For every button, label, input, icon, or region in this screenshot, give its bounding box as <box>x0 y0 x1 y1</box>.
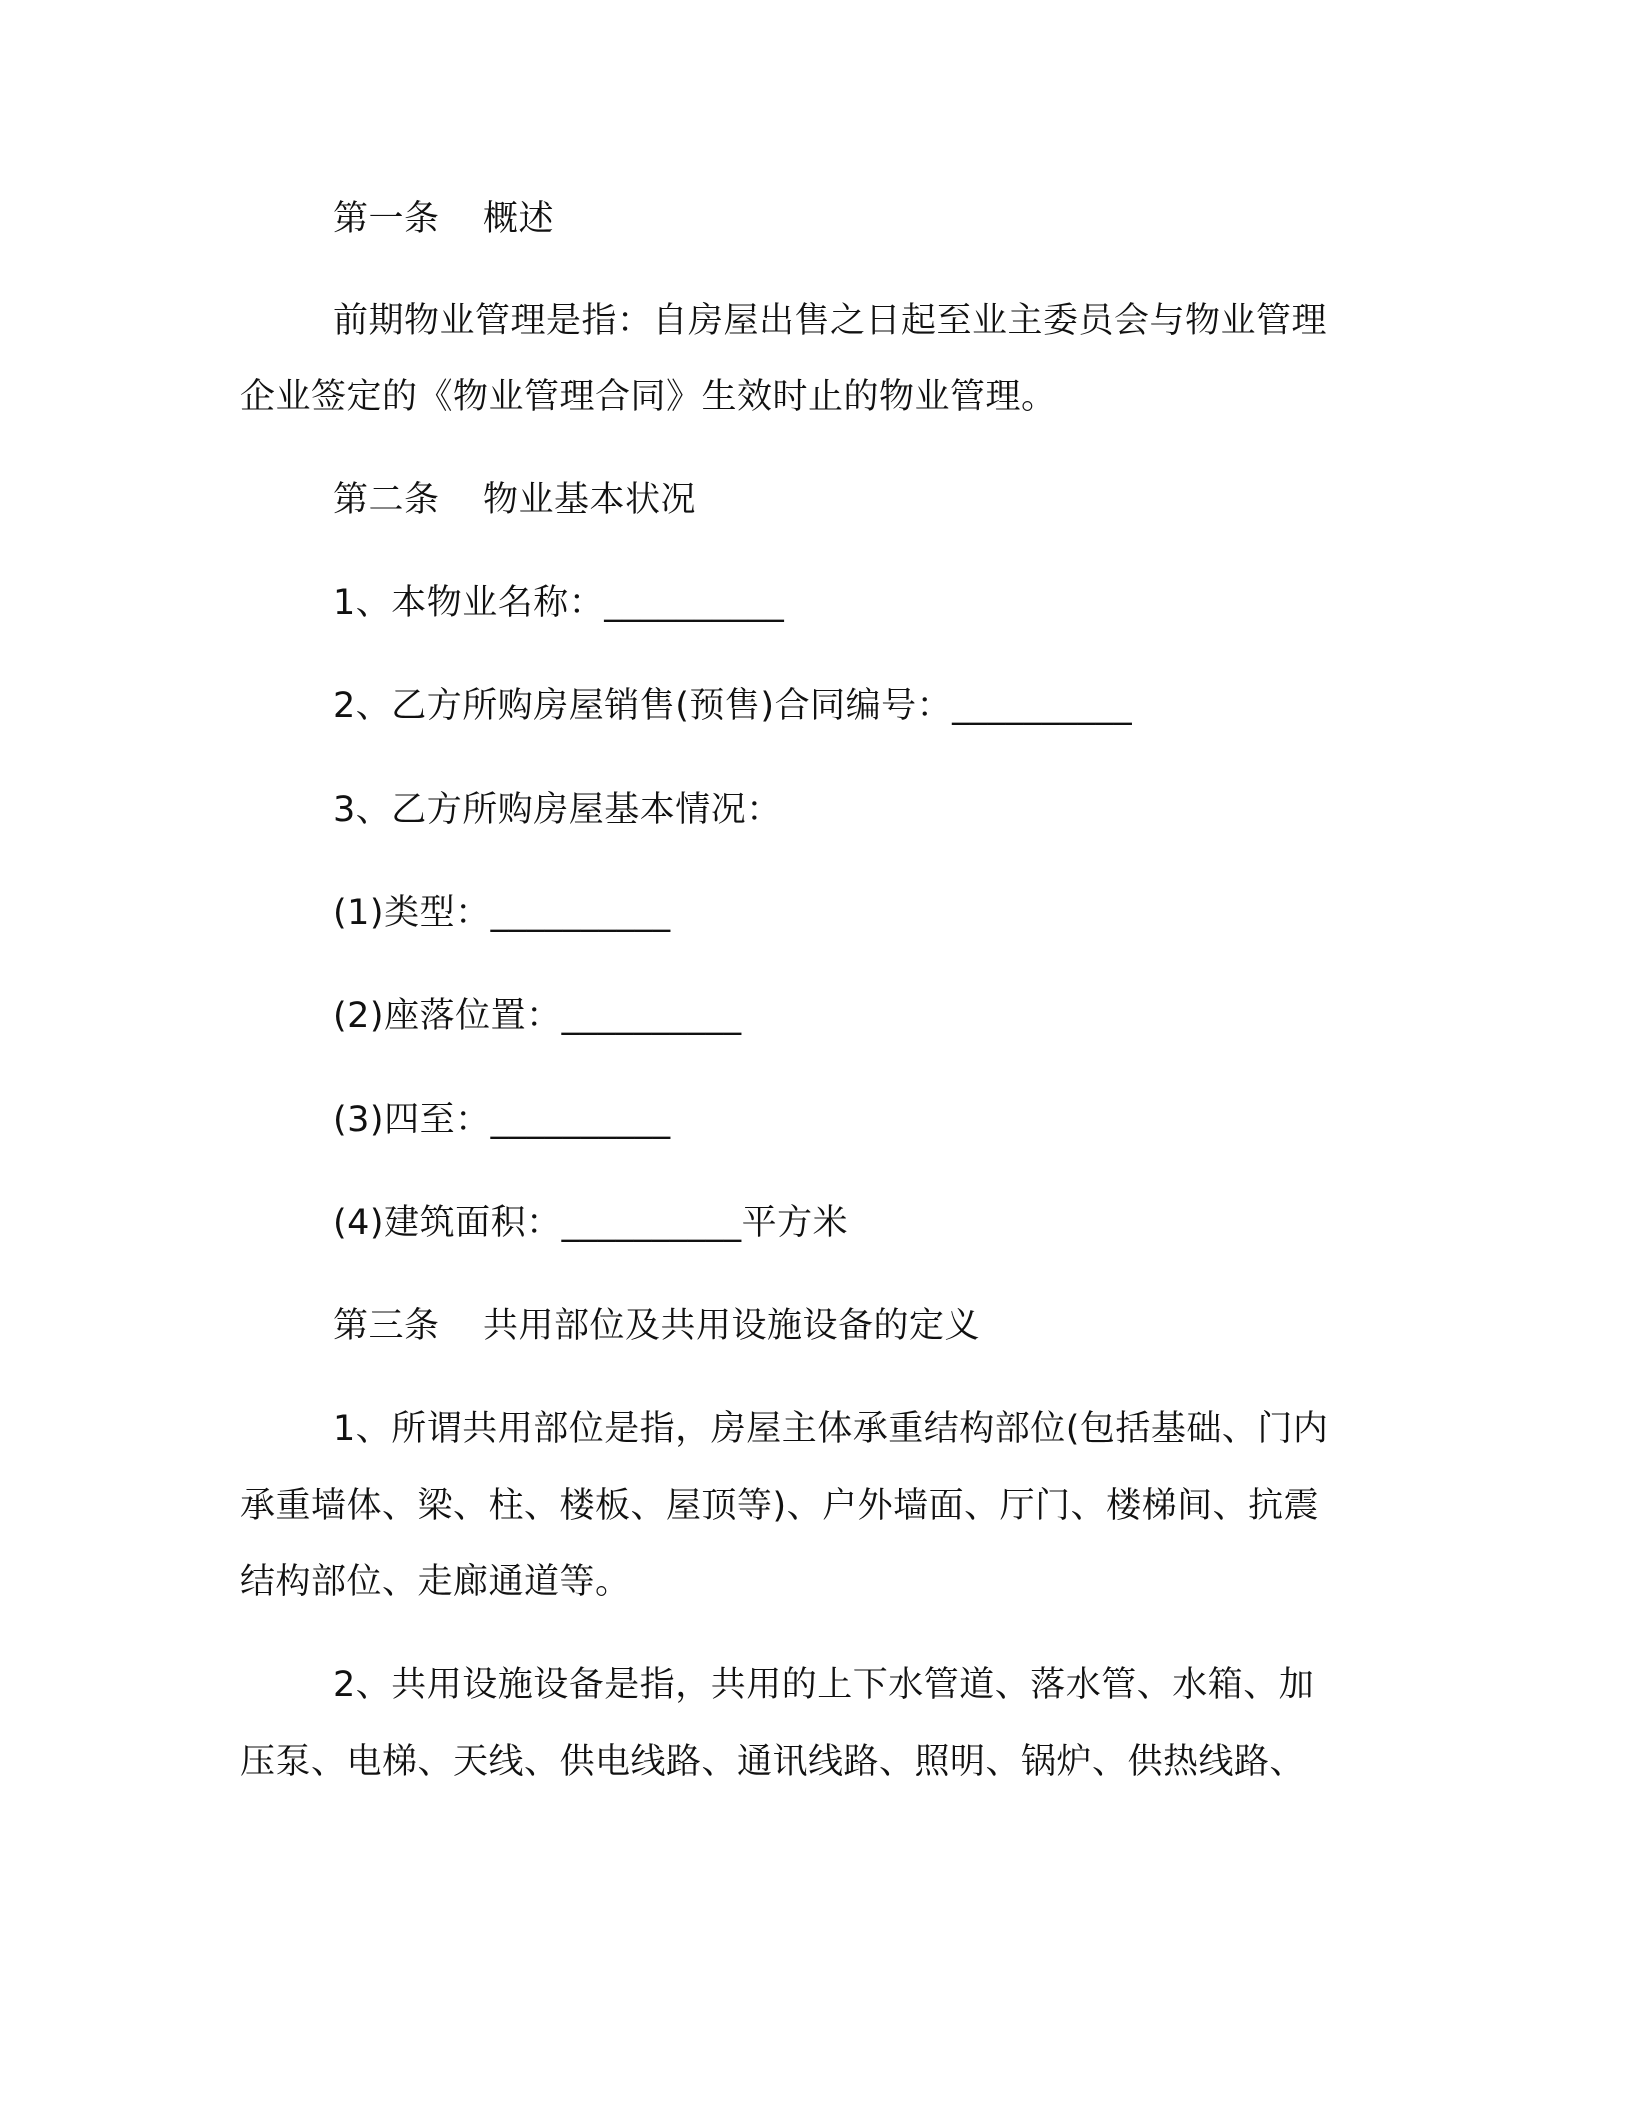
building-area-line: (4)建筑面积：__________平方米 <box>333 1203 849 1243</box>
article-1-label: 第一条 <box>333 199 440 239</box>
shared-facilities-line-1: 2、共用设施设备是指，共用的上下水管道、落水管、水箱、加 <box>333 1665 1315 1705</box>
article-1-title: 概述 <box>483 199 555 239</box>
property-name-line: 1、本物业名称：__________ <box>333 583 785 623</box>
shared-facilities-line-2: 压泵、电梯、天线、供电线路、通讯线路、照明、锅炉、供热线路、 <box>240 1742 1306 1782</box>
shared-parts-line-1: 1、所谓共用部位是指，房屋主体承重结构部位(包括基础、门内 <box>333 1409 1329 1449</box>
article-2-title: 物业基本状况 <box>483 480 697 520</box>
shared-parts-line-3: 结构部位、走廊通道等。 <box>240 1562 631 1602</box>
house-basic-info-line: 3、乙方所购房屋基本情况： <box>333 790 782 830</box>
house-boundaries-line: (3)四至：__________ <box>333 1100 671 1140</box>
house-location-line: (2)座落位置：__________ <box>333 996 742 1036</box>
article-3-title: 共用部位及共用设施设备的定义 <box>483 1306 981 1346</box>
article-2-label: 第二条 <box>333 480 440 520</box>
contract-number-line: 2、乙方所购房屋销售(预售)合同编号：__________ <box>333 686 1133 726</box>
article-1-paragraph-line-1: 前期物业管理是指：自房屋出售之日起至业主委员会与物业管理 <box>333 301 1328 341</box>
article-2-heading <box>333 476 696 524</box>
article-1-heading <box>333 195 554 243</box>
house-type-line: (1)类型：__________ <box>333 893 671 933</box>
shared-parts-line-2: 承重墙体、梁、柱、楼板、屋顶等)、户外墙面、厅门、楼梯间、抗震 <box>240 1486 1320 1526</box>
article-1-paragraph-line-2: 企业签定的《物业管理合同》生效时止的物业管理。 <box>240 377 1057 417</box>
article-3-heading <box>333 1302 980 1350</box>
article-3-label: 第三条 <box>333 1306 440 1346</box>
